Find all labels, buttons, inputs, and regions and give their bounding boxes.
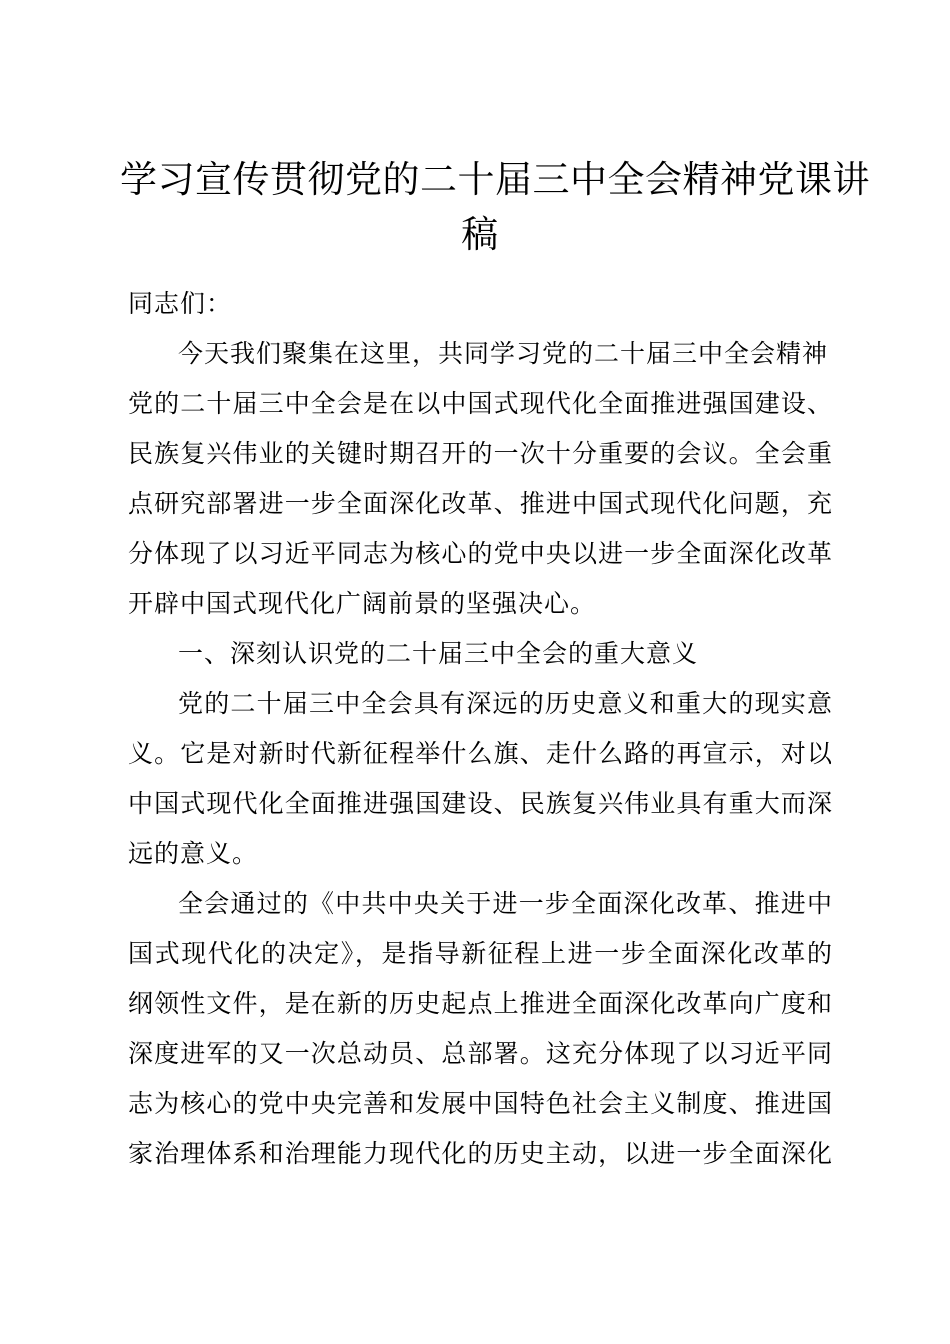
- paragraph-line: 志为核心的党中央完善和发展中国特色社会主义制度、推进国: [128, 1089, 832, 1118]
- paragraph-line: 家治理体系和治理能力现代化的历史主动，以进一步全面深化: [128, 1139, 832, 1168]
- paragraph-line: 开辟中国式现代化广阔前景的坚强决心。: [128, 589, 597, 618]
- salutation: 同志们：: [128, 289, 233, 318]
- document-title-line-1: 学习宣传贯彻党的二十届三中全会精神党课讲: [120, 158, 870, 201]
- paragraph-line: 纲领性文件，是在新的历史起点上推进全面深化改革向广度和: [128, 989, 832, 1018]
- paragraph-line: 党的二十届三中全会具有深远的历史意义和重大的现实意: [178, 689, 832, 718]
- paragraph-line: 中国式现代化全面推进强国建设、民族复兴伟业具有重大而深: [128, 789, 832, 818]
- paragraph-line: 远的意义。: [128, 839, 259, 868]
- paragraph-line: 点研究部署进一步全面深化改革、推进中国式现代化问题，充: [128, 489, 832, 518]
- section-heading: 一、深刻认识党的二十届三中全会的重大意义: [178, 639, 699, 668]
- document-title-line-2: 稿: [461, 213, 499, 256]
- paragraph-line: 义。它是对新时代新征程举什么旗、走什么路的再宣示，对以: [128, 739, 832, 768]
- paragraph-line: 党的二十届三中全会是在以中国式现代化全面推进强国建设、: [128, 389, 832, 418]
- paragraph-line: 全会通过的《中共中央关于进一步全面深化改革、推进中: [178, 889, 832, 918]
- paragraph-line: 民族复兴伟业的关键时期召开的一次十分重要的会议。全会重: [128, 439, 832, 468]
- paragraph-line: 深度进军的又一次总动员、总部署。这充分体现了以习近平同: [128, 1039, 832, 1068]
- paragraph-line: 国式现代化的决定》，是指导新征程上进一步全面深化改革的: [128, 939, 832, 968]
- paragraph-line: 分体现了以习近平同志为核心的党中央以进一步全面深化改革: [128, 539, 832, 568]
- paragraph-line: 今天我们聚集在这里，共同学习党的二十届三中全会精神: [178, 339, 829, 368]
